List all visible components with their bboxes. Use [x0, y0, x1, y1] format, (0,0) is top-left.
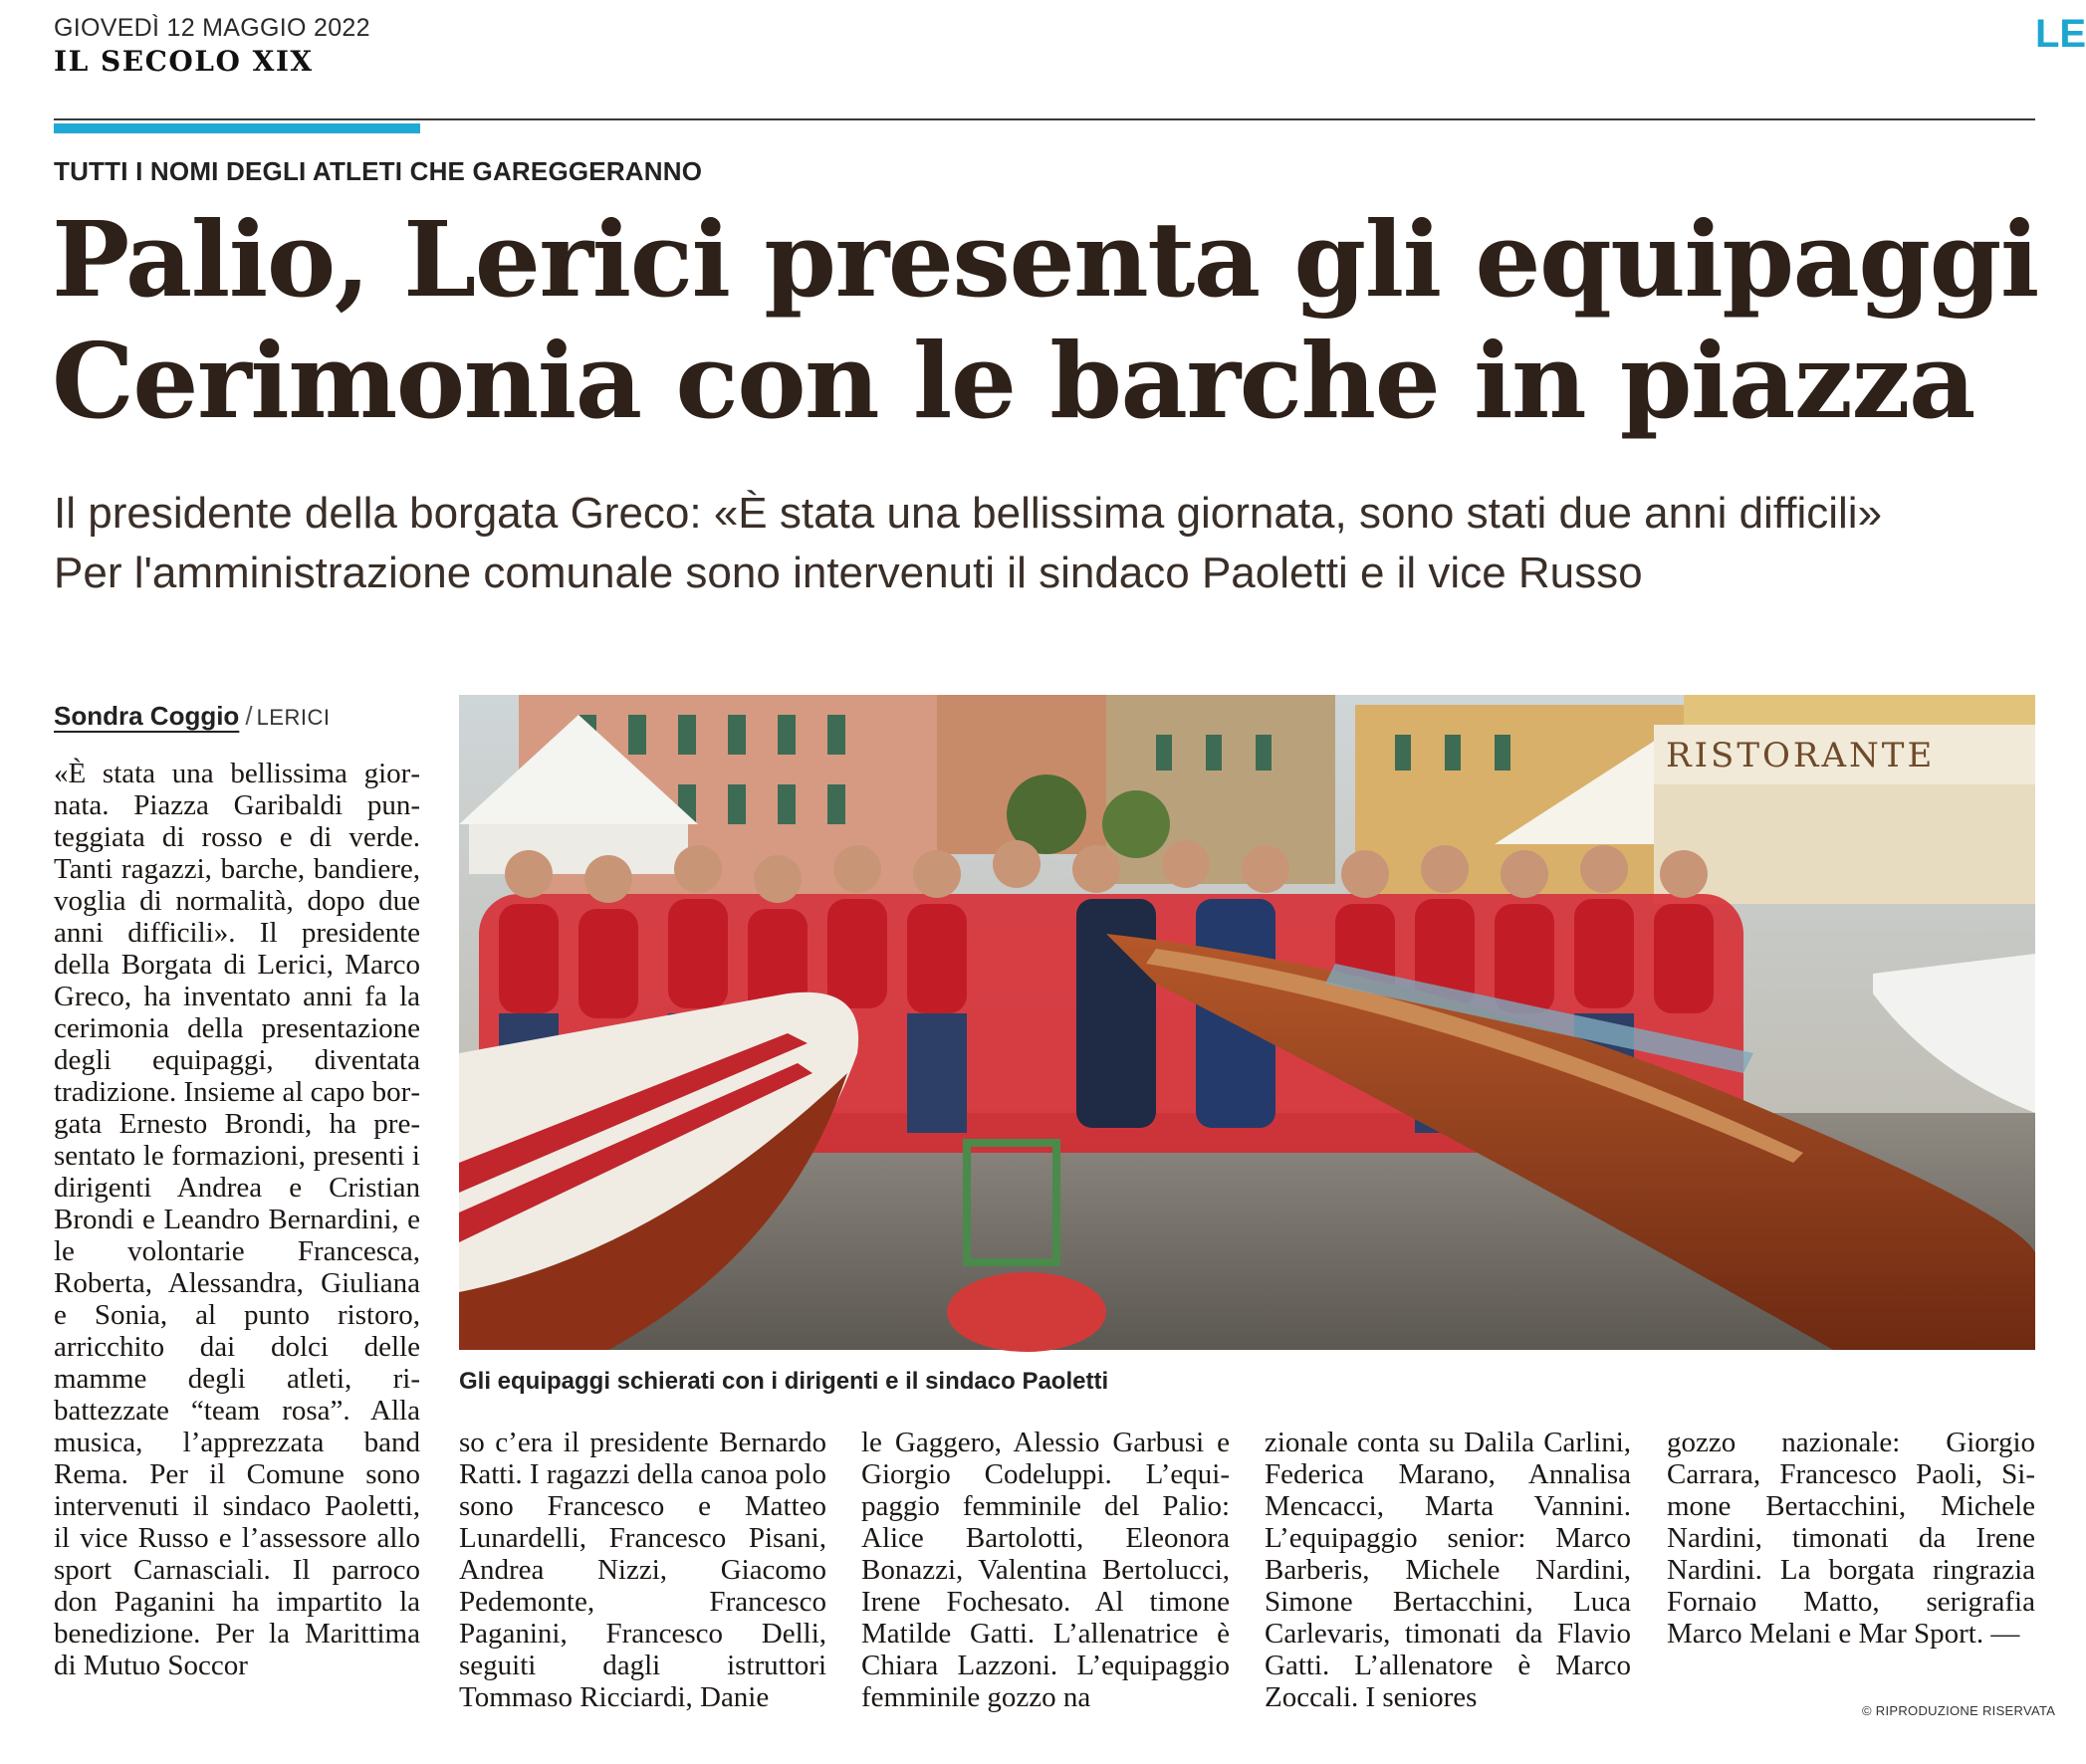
article-column-5 [1667, 1427, 2035, 1725]
article-subheadline [54, 484, 2035, 603]
column-3-text: le Gaggero, Alessio Garbusi e Giorgio Codeluppi. L’equipaggio femminile del Palio: Alice Bartolotti, Eleonora Bonazzi, Valentina Bertolucci, Irene Fochesato. Al timone Matilde Gatti. L’allenatrice è Chiara Lazzoni. L’equipaggio femminile gozzo na [861, 1427, 1230, 1713]
photo-caption: Gli equipaggi schierati con i dirigenti e il sindaco Paoletti [459, 1368, 1109, 1395]
article-column-2 [459, 1427, 826, 1729]
article-photo [459, 695, 2035, 1350]
column-1-text: «È stata una bellissima giornata. Piazza Garibaldi punteggiata di rosso e di verde. Tanti ragazzi, barche, bandiere, voglia di normalità, dopo due anni difficili». Il presidente della Borgata di Lerici, Marco Greco, ha inventato anni fa la cerimonia della presentazione degli equipaggi, diventata tradizione. Insieme al capo borgata Ernesto Brondi, ha presentato le formazioni, presenti i dirigenti Andrea e Cristian Brondi e Leandro Bernardini, e le volontarie Francesca, Roberta, Alessandra, Giuliana e Sonia, al punto ristoro, arricchito dai dolci delle mamme degli atleti, ribattezzate “team rosa”. Alla musica, l’apprezzata band Rema. Per il Comune sono intervenuti il sindaco Paoletti, il vice Russo e l’assessore allo sport Carnasciali. Il parroco don Paganini ha impartito la benedizione. Per la Marittima di Mutuo Soccor [54, 758, 420, 1681]
newspaper-name: IL SECOLO XIX [54, 45, 314, 78]
column-2-text: so c’era il presidente Bernardo Ratti. I ragazzi della canoa polo sono Francesco e Matteo Lunardelli, Francesco Pisani, Andrea Nizzi, Giacomo Pedemonte, Francesco Paganini, Francesco Delli, seguiti dagli istruttori Tommaso Ricciardi, Danie [459, 1427, 826, 1713]
headline-line-1: Palio, Lerici presenta gli equipaggi [52, 198, 2038, 321]
subheadline-line-2: Per l'amministrazione comunale sono intervenuti il sindaco Paoletti e il vice Russo [54, 549, 1643, 597]
byline [54, 701, 330, 732]
restaurant-sign-text: RISTORANTE [1666, 736, 1936, 775]
article-kicker: TUTTI I NOMI DEGLI ATLETI CHE GAREGGERANNO [54, 156, 703, 186]
accent-rule [54, 123, 420, 133]
byline-location: LERICI [256, 705, 331, 730]
article-column-3 [861, 1427, 1230, 1729]
headline-line-2: Cerimonia con le barche in piazza [52, 320, 1974, 442]
byline-author: Sondra Coggio [54, 701, 240, 731]
header-rule [54, 118, 2035, 120]
copyright-notice: © RIPRODUZIONE RISERVATA [1862, 1703, 2056, 1718]
subheadline-line-1: Il presidente della borgata Greco: «È stata una bellissima giornata, sono stati due anni difficili» [54, 489, 1883, 538]
section-tag: LE [2035, 12, 2086, 56]
column-4-text: zionale conta su Dalila Carlini, Federica Marano, Annalisa Mencacci, Marta Vannini. L’equipaggio senior: Marco Barberis, Michele Nardini, Simone Bertacchini, Luca Carlevaris, timonati da Flavio Gatti. L’allenatore è Marco Zoccali. I seniores [1265, 1427, 1631, 1713]
article-column-4 [1265, 1427, 1631, 1729]
issue-date: GIOVEDÌ 12 MAGGIO 2022 [54, 14, 370, 42]
article-headline [52, 198, 2038, 442]
byline-separator: / [245, 701, 253, 731]
photo-illustration [459, 695, 2035, 1350]
article-column-1 [54, 758, 420, 1729]
column-5-text: gozzo nazionale: Giorgio Carrara, Francesco Paoli, Simone Bertacchini, Michele Nardini, timonati da Irene Nardini. La borgata ringrazia Fornaio Matto, serigrafia Marco Melani e Mar Sport. — [1667, 1427, 2035, 1650]
